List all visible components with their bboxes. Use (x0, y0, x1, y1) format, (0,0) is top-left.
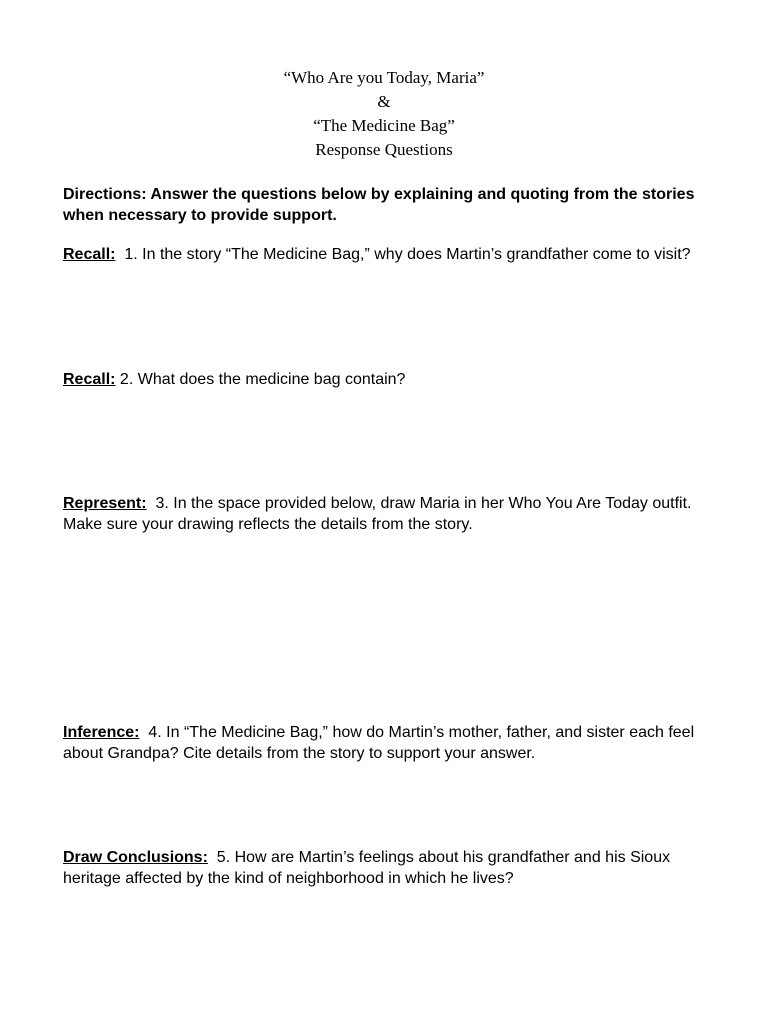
question-4 (63, 722, 713, 764)
question-5 (63, 847, 713, 889)
question-1-label: Recall: (63, 246, 116, 263)
question-5-text: 5. How are Martin’s feelings about his grandfather and his Sioux heritage affected by the kind of neighborhood in which he lives? (63, 849, 671, 887)
directions-text: Directions: Answer the questions below by explaining and quoting from the stories when necessary to provide support. (63, 186, 695, 224)
question-2-label: Recall: (63, 371, 116, 388)
question-2 (63, 369, 713, 390)
title-line-2: & (377, 92, 391, 111)
question-5-label: Draw Conclusions: (63, 849, 208, 866)
question-3 (63, 493, 713, 535)
question-4-label: Inference: (63, 724, 140, 741)
question-1 (63, 244, 713, 265)
question-3-label: Represent: (63, 495, 147, 512)
title-line-4: Response Questions (315, 140, 453, 159)
question-4-text: 4. In “The Medicine Bag,” how do Martin’s mother, father, and sister each feel about Grandpa? Cite details from the story to support your answer. (63, 724, 695, 762)
title-line-1: “Who Are you Today, Maria” (283, 68, 485, 87)
title-line-3: “The Medicine Bag” (313, 116, 455, 135)
worksheet-title (0, 66, 768, 162)
question-2-text: 2. What does the medicine bag contain? (119, 371, 406, 388)
question-3-text: 3. In the space provided below, draw Maria in her Who You Are Today outfit. Make sure your drawing reflects the details from the story. (63, 495, 692, 533)
question-1-text: 1. In the story “The Medicine Bag,” why does Martin’s grandfather come to visit? (124, 246, 691, 263)
